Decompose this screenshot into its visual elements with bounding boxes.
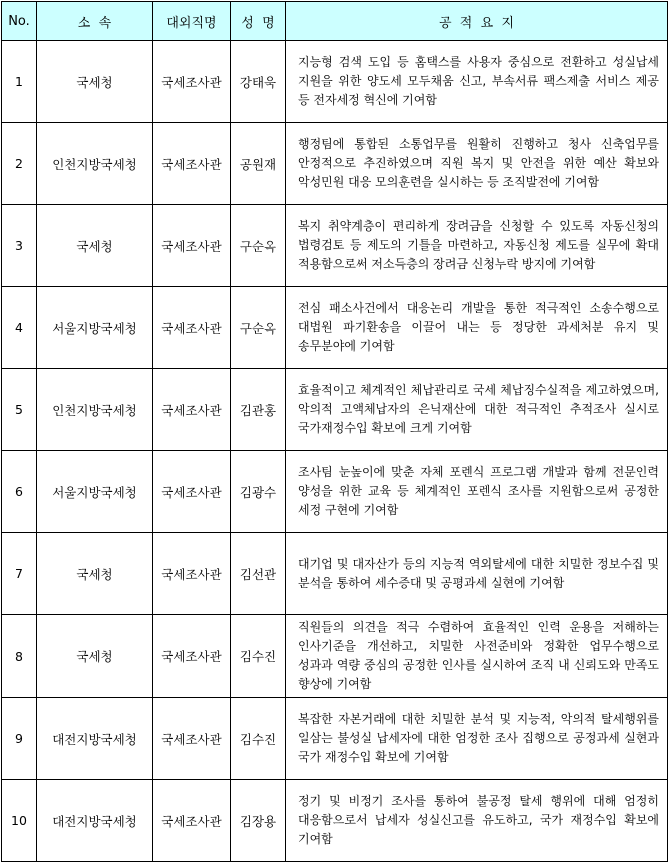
- cell-affiliation: 국세청: [37, 533, 153, 615]
- cell-affiliation: 인천지방국세청: [37, 369, 153, 451]
- cell-name: 김수진: [231, 615, 286, 698]
- cell-no: 9: [2, 698, 37, 780]
- cell-name: 김선관: [231, 533, 286, 615]
- cell-merit: 전심 패소사건에서 대응논리 개발을 통한 적극적인 소송수행으로 대법원 파기환송을 이끌어 내는 등 정당한 과세처분 유지 및 송무분야에 기여함: [286, 287, 668, 369]
- cell-name: 김관홍: [231, 369, 286, 451]
- cell-affiliation: 서울지방국세청: [37, 451, 153, 533]
- cell-no: 8: [2, 615, 37, 698]
- table-row: [2, 123, 668, 205]
- table-row: [2, 287, 668, 369]
- cell-no: 3: [2, 205, 37, 287]
- cell-merit: 조사팀 눈높이에 맞춘 자체 포렌식 프로그램 개발과 함께 전문인력 양성을 위한 교육 등 체계적인 포렌식 조사를 지원함으로써 공정한 세정 구현에 기여함: [286, 451, 668, 533]
- cell-name: 강태욱: [231, 41, 286, 123]
- cell-title: 국세조사관: [153, 287, 231, 369]
- cell-title: 국세조사관: [153, 533, 231, 615]
- cell-merit: 정기 및 비정기 조사를 통하여 불공정 탈세 행위에 대해 엄정히 대응함으로서 납세자 성실신고를 유도하고, 국가 재정수입 확보에 기여함: [286, 780, 668, 862]
- table-row: [2, 451, 668, 533]
- cell-merit: 복지 취약계층이 편리하게 장려금을 신청할 수 있도록 자동신청의 법령검토 등 제도의 기틀을 마련하고, 자동신청 제도를 실무에 확대 적용함으로써 저소득층의 장려금 신청누락 방지에 기여함: [286, 205, 668, 287]
- table-row: [2, 41, 668, 123]
- cell-no: 10: [2, 780, 37, 862]
- header-no: No.: [2, 2, 37, 41]
- cell-name: 공원재: [231, 123, 286, 205]
- cell-no: 5: [2, 369, 37, 451]
- table-row: [2, 369, 668, 451]
- header-affiliation: 소 속: [37, 2, 153, 41]
- cell-title: 국세조사관: [153, 123, 231, 205]
- table-row: [2, 615, 668, 698]
- cell-merit: 행정팀에 통합된 소통업무를 원활히 진행하고 청사 신축업무를 안정적으로 추진하였으며 직원 복지 및 안전을 위한 예산 확보와 악성민원 대응 모의훈련을 실시하는 등 조직발전에 기여함: [286, 123, 668, 205]
- cell-title: 국세조사관: [153, 451, 231, 533]
- cell-name: 김수진: [231, 698, 286, 780]
- cell-merit: 지능형 검색 도입 등 홈택스를 사용자 중심으로 전환하고 성실납세 지원을 위한 양도세 모두채움 신고, 부속서류 팩스제출 서비스 제공 등 전자세정 혁신에 기여함: [286, 41, 668, 123]
- cell-no: 1: [2, 41, 37, 123]
- cell-no: 2: [2, 123, 37, 205]
- merit-table: [1, 1, 668, 862]
- cell-merit: 대기업 및 대자산가 등의 지능적 역외탈세에 대한 치밀한 정보수집 및 분석을 통하여 세수증대 및 공평과세 실현에 기여함: [286, 533, 668, 615]
- cell-name: 김광수: [231, 451, 286, 533]
- header-title: 대외직명: [153, 2, 231, 41]
- cell-title: 국세조사관: [153, 780, 231, 862]
- cell-name: 김장용: [231, 780, 286, 862]
- cell-affiliation: 대전지방국세청: [37, 780, 153, 862]
- cell-merit: 직원들의 의견을 적극 수렴하여 효율적인 인력 운용을 저해하는 인사기준을 개선하고, 치밀한 사전준비와 정확한 업무수행으로 성과과 역량 중심의 공정한 인사를 실시하여 조직 내 신뢰도와 만족도 향상에 기여함: [286, 615, 668, 698]
- header-name: 성 명: [231, 2, 286, 41]
- header-row: [2, 2, 668, 41]
- cell-no: 7: [2, 533, 37, 615]
- cell-affiliation: 국세청: [37, 205, 153, 287]
- cell-affiliation: 국세청: [37, 615, 153, 698]
- table-row: [2, 533, 668, 615]
- table-row: [2, 698, 668, 780]
- table-row: [2, 780, 668, 862]
- cell-affiliation: 서울지방국세청: [37, 287, 153, 369]
- cell-title: 국세조사관: [153, 615, 231, 698]
- cell-no: 6: [2, 451, 37, 533]
- cell-merit: 효율적이고 체계적인 체납관리로 국세 체납징수실적을 제고하였으며, 악의적 고액체납자의 은닉재산에 대한 적극적인 추적조사 실시로 국가재정수입 확보에 크게 기여함: [286, 369, 668, 451]
- cell-affiliation: 인천지방국세청: [37, 123, 153, 205]
- cell-title: 국세조사관: [153, 698, 231, 780]
- cell-affiliation: 대전지방국세청: [37, 698, 153, 780]
- cell-title: 국세조사관: [153, 41, 231, 123]
- cell-affiliation: 국세청: [37, 41, 153, 123]
- cell-merit: 복잡한 자본거래에 대한 치밀한 분석 및 지능적, 악의적 탈세행위를 일삼는 불성실 납세자에 대한 엄정한 조사 집행으로 공정과세 실현과 국가 재정수입 확보에 기여함: [286, 698, 668, 780]
- cell-title: 국세조사관: [153, 205, 231, 287]
- cell-no: 4: [2, 287, 37, 369]
- table-row: [2, 205, 668, 287]
- cell-name: 구순옥: [231, 287, 286, 369]
- cell-title: 국세조사관: [153, 369, 231, 451]
- cell-name: 구순옥: [231, 205, 286, 287]
- header-merit: 공 적 요 지: [286, 2, 668, 41]
